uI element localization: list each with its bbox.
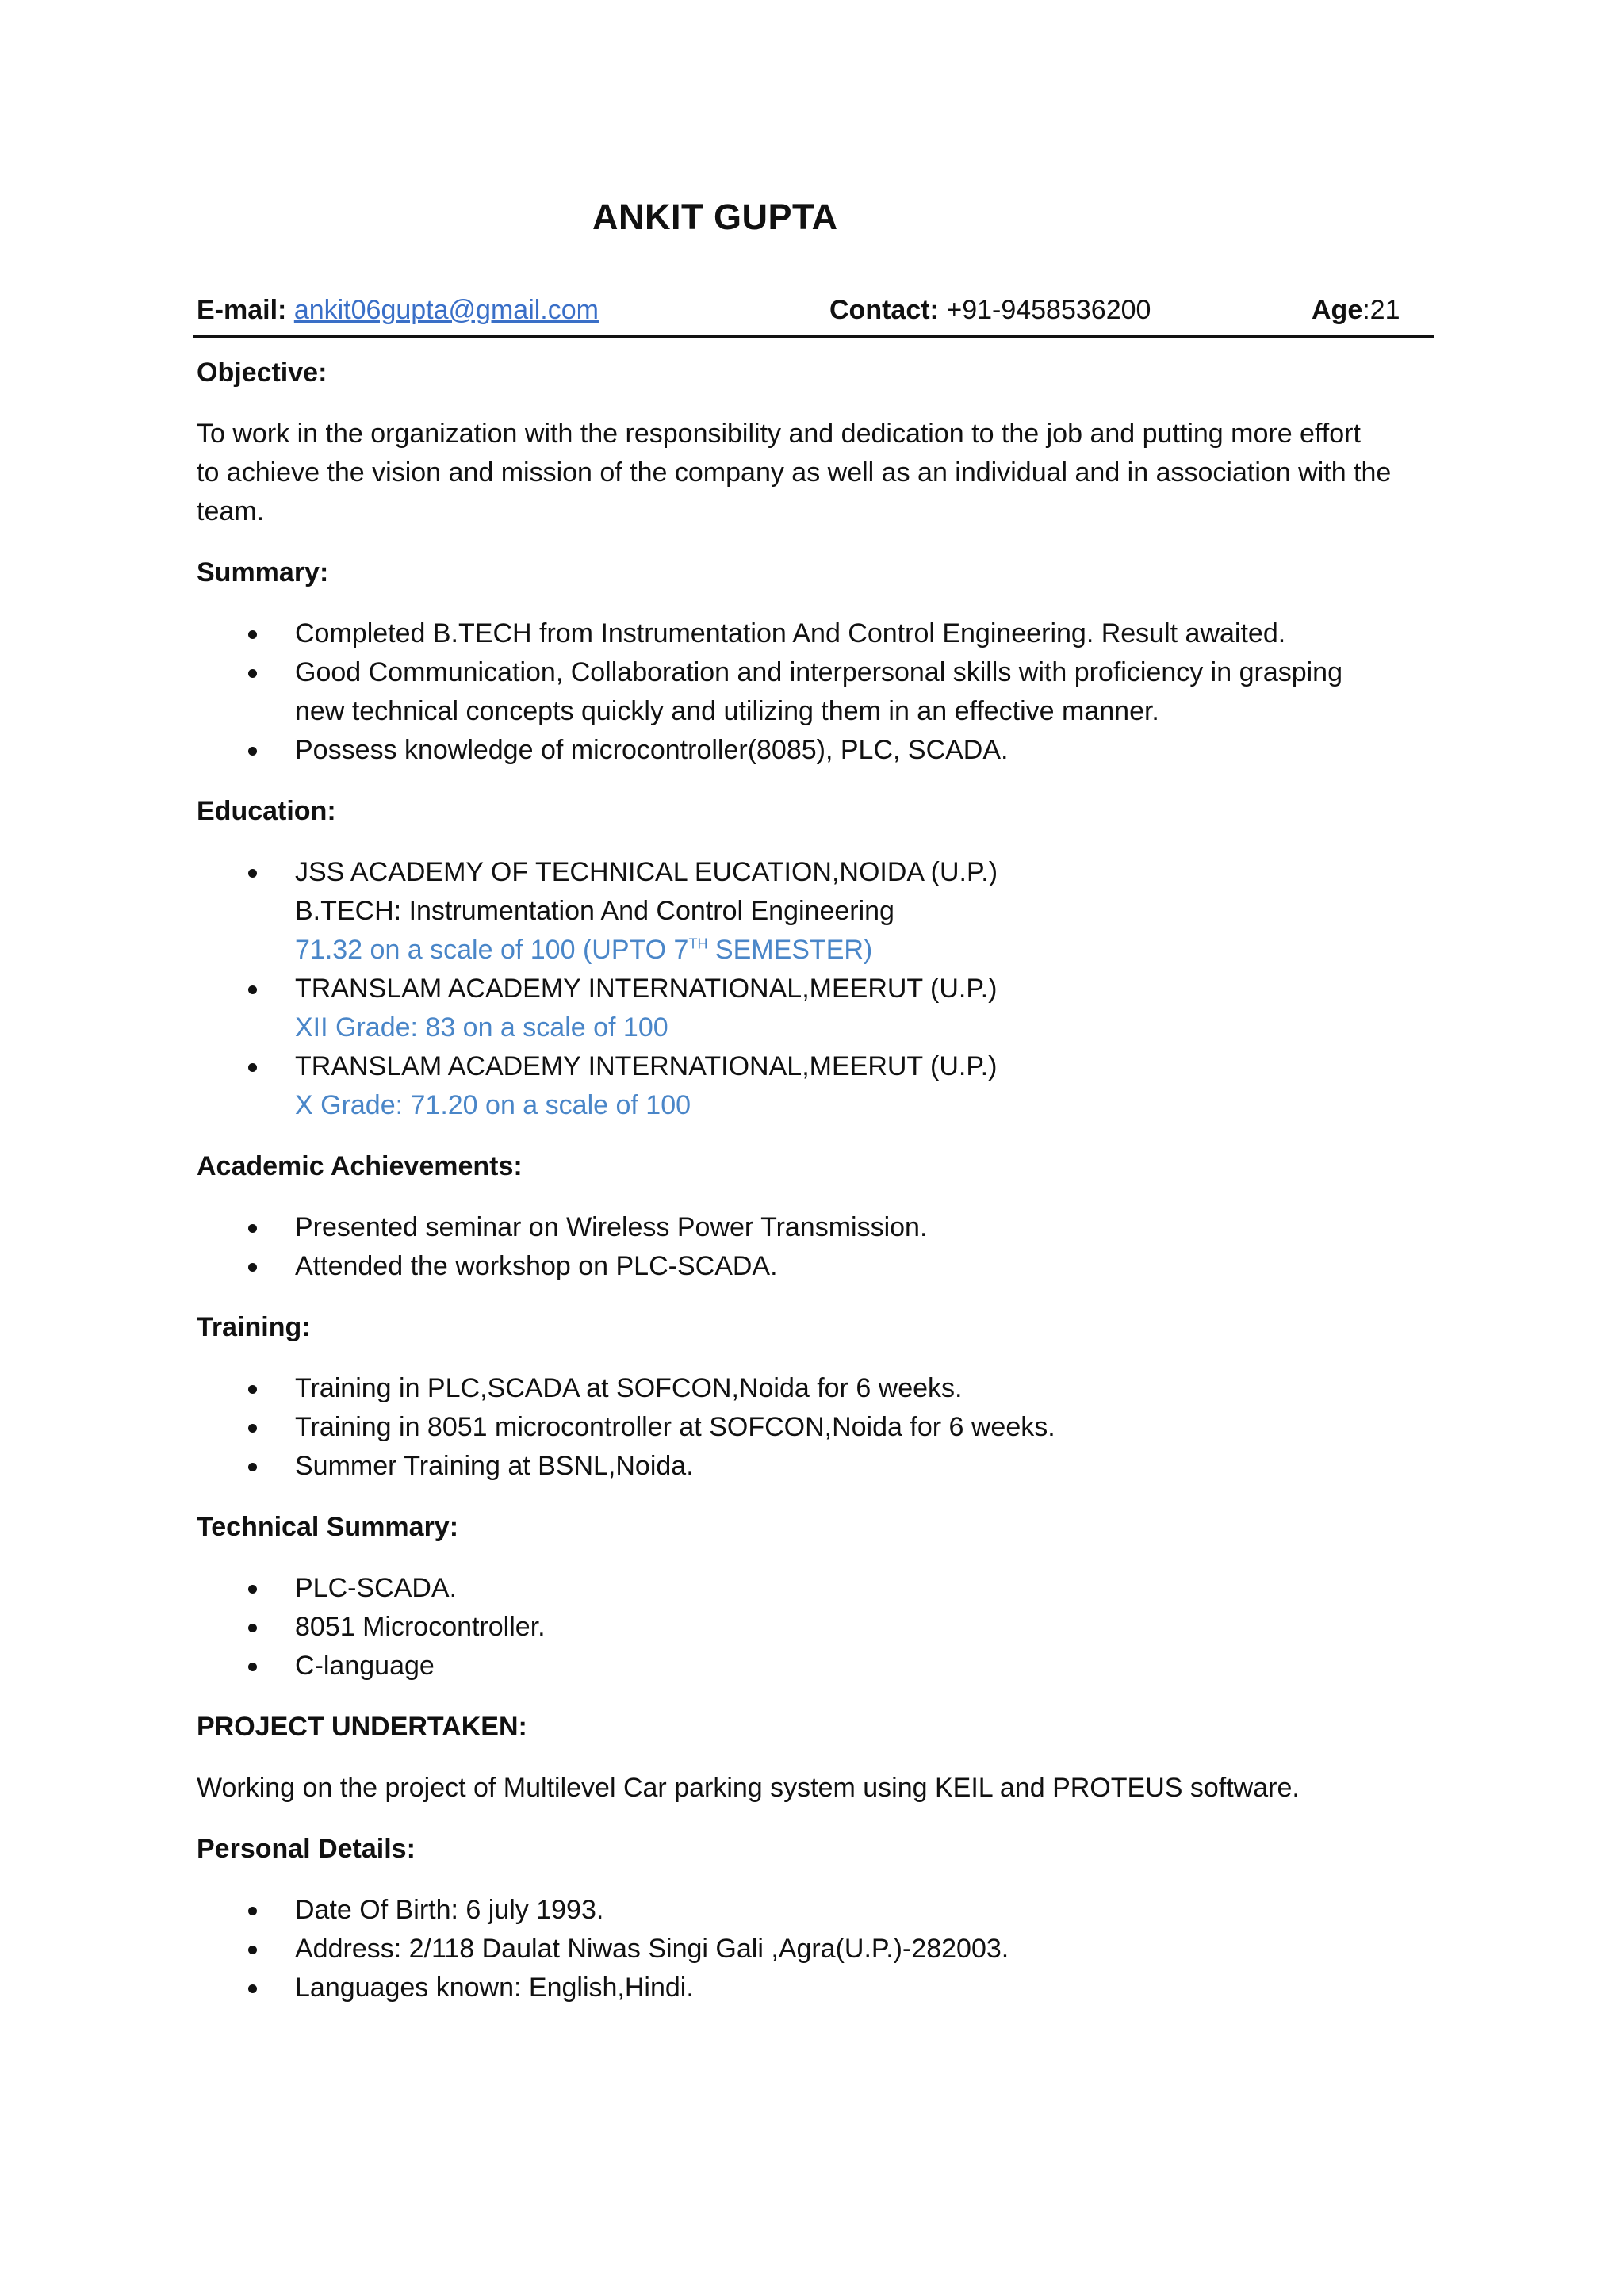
bullet-icon xyxy=(248,1385,257,1394)
education-list xyxy=(197,853,1434,1125)
bullet-icon xyxy=(248,1585,257,1594)
summary-list xyxy=(197,614,1434,770)
summary-heading: Summary: xyxy=(197,557,329,587)
list-item xyxy=(197,853,1434,970)
institution-name: TRANSLAM ACADEMY INTERNATIONAL,MEERUT (U.P.) xyxy=(295,974,998,1004)
score-text: 71.32 on a scale of 100 (UPTO 7 xyxy=(295,935,689,965)
list-item xyxy=(197,970,1434,1047)
list-item xyxy=(197,1569,1434,1608)
email-link[interactable]: ankit06gupta@gmail.com xyxy=(293,295,599,325)
grade-line: XII Grade: 83 on a scale of 100 xyxy=(295,1012,668,1043)
bullet-icon xyxy=(248,1063,257,1072)
candidate-name: ANKIT GUPTA xyxy=(592,197,838,237)
contact-row xyxy=(197,295,1434,330)
list-item xyxy=(197,614,1434,653)
list-item xyxy=(197,1047,1434,1125)
list-item xyxy=(197,1608,1434,1647)
personal-text: Address: 2/118 Daulat Niwas Singi Gali ,Agra(U.P.)-282003. xyxy=(295,1934,1009,1964)
bullet-icon xyxy=(248,1946,257,1954)
training-text: Training in PLC,SCADA at SOFCON,Noida for 6 weeks. xyxy=(295,1373,963,1403)
resume-body xyxy=(197,354,1434,2030)
bullet-icon xyxy=(248,869,257,878)
list-item xyxy=(197,1447,1434,1486)
bullet-icon xyxy=(248,985,257,994)
age-value: :21 xyxy=(1362,295,1400,325)
institution-name: TRANSLAM ACADEMY INTERNATIONAL,MEERUT (U.P.) xyxy=(295,1051,998,1081)
summary-item-text: Completed B.TECH from Instrumentation And Control Engineering. Result awaited. xyxy=(295,618,1286,649)
project-text: Working on the project of Multilevel Car parking system using KEIL and PROTEUS software. xyxy=(197,1773,1300,1803)
bullet-icon xyxy=(248,1907,257,1915)
email-cell xyxy=(197,295,599,326)
objective-line: team. xyxy=(197,496,265,526)
bullet-icon xyxy=(248,747,257,756)
list-item xyxy=(197,1891,1434,1930)
grade-line: X Grade: 71.20 on a scale of 100 xyxy=(295,1090,691,1120)
list-item xyxy=(197,1408,1434,1447)
technical-text: PLC-SCADA. xyxy=(295,1573,458,1603)
list-item xyxy=(197,1647,1434,1686)
phone-cell xyxy=(829,295,1151,326)
training-text: Training in 8051 microcontroller at SOFCON,Noida for 6 weeks. xyxy=(295,1412,1055,1442)
bullet-icon xyxy=(248,1224,257,1233)
email-label: E-mail: xyxy=(197,295,287,325)
objective-line: To work in the organization with the responsibility and dedication to the job and putting more effort xyxy=(197,419,1361,449)
summary-item-text: Good Communication, Collaboration and interpersonal skills with proficiency in grasping xyxy=(295,657,1343,687)
training-text: Summer Training at BSNL,Noida. xyxy=(295,1451,694,1481)
list-item xyxy=(197,1247,1434,1286)
list-item xyxy=(197,1930,1434,1969)
age-cell xyxy=(1312,295,1400,326)
list-item xyxy=(197,1369,1434,1408)
objective-text xyxy=(197,415,1434,531)
summary-item-text: new technical concepts quickly and utilizing them in an effective manner. xyxy=(295,696,1159,726)
technical-list xyxy=(197,1569,1434,1686)
achievements-list xyxy=(197,1208,1434,1286)
bullet-icon xyxy=(248,1424,257,1433)
training-heading: Training: xyxy=(197,1312,311,1342)
technical-text: 8051 Microcontroller. xyxy=(295,1612,546,1642)
bullet-icon xyxy=(248,630,257,639)
age-label: Age xyxy=(1312,295,1363,325)
personal-list xyxy=(197,1891,1434,2007)
training-list xyxy=(197,1369,1434,1486)
institution-name: JSS ACADEMY OF TECHNICAL EUCATION,NOIDA (U.P.) xyxy=(295,857,998,887)
bullet-icon xyxy=(248,669,257,678)
achievement-text: Attended the workshop on PLC-SCADA. xyxy=(295,1251,778,1281)
phone-label: Contact: xyxy=(829,295,939,325)
technical-text: C-language xyxy=(295,1651,435,1681)
header-divider xyxy=(193,335,1434,338)
score-line xyxy=(295,931,1434,970)
list-item xyxy=(197,653,1434,731)
bullet-icon xyxy=(248,1663,257,1671)
achievement-text: Presented seminar on Wireless Power Transmission. xyxy=(295,1212,928,1242)
score-text: SEMESTER) xyxy=(707,935,873,965)
score-superscript: TH xyxy=(688,936,708,952)
list-item xyxy=(197,731,1434,770)
personal-text: Languages known: English,Hindi. xyxy=(295,1973,694,2003)
summary-item-text: Possess knowledge of microcontroller(8085), PLC, SCADA. xyxy=(295,735,1009,765)
degree-name: B.TECH: Instrumentation And Control Engineering xyxy=(295,896,894,926)
project-heading: PROJECT UNDERTAKEN: xyxy=(197,1712,527,1742)
list-item xyxy=(197,1208,1434,1247)
education-heading: Education: xyxy=(197,796,336,826)
objective-line: to achieve the vision and mission of the company as well as an individual and in association with the xyxy=(197,457,1392,488)
objective-heading: Objective: xyxy=(197,358,327,388)
achievements-heading: Academic Achievements: xyxy=(197,1151,523,1181)
bullet-icon xyxy=(248,1624,257,1632)
personal-text: Date Of Birth: 6 july 1993. xyxy=(295,1895,604,1925)
personal-heading: Personal Details: xyxy=(197,1834,416,1864)
bullet-icon xyxy=(248,1463,257,1471)
phone-value: +91-9458536200 xyxy=(938,295,1151,325)
bullet-icon xyxy=(248,1984,257,1993)
technical-heading: Technical Summary: xyxy=(197,1512,459,1542)
bullet-icon xyxy=(248,1263,257,1272)
list-item xyxy=(197,1969,1434,2007)
